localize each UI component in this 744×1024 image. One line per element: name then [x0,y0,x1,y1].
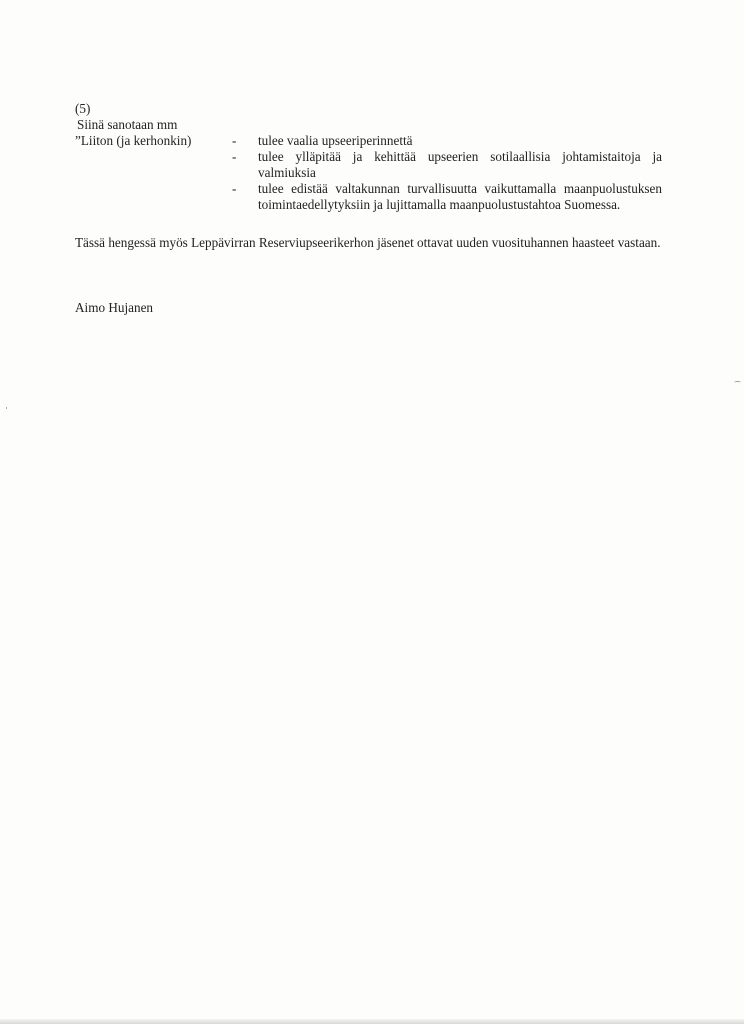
bullet-dash: - [232,181,237,196]
bullet-text: tulee edistää valtakunnan turvallisuutta vaikuttamalla maanpuolustuksen toimintaedellytyksiin ja lujittamalla maanpuolustustahtoa Suomessa. [258,181,662,212]
closing-paragraph: Tässä hengessä myös Leppävirran Reserviupseerikerhon jäsenet ottavat uuden vuosituhannen haasteet vastaan. [75,235,661,250]
bullet-item [232,181,662,213]
bullet-item [232,133,508,149]
scan-artifact-dot [6,407,7,409]
scan-artifact-mark [734,381,741,384]
bullet-item [232,149,662,181]
scan-bottom-edge [0,1019,744,1024]
bullet-text: tulee vaalia upseeriperinnettä [258,133,413,148]
intro-line: Siinä sanotaan mm [77,117,178,132]
bullet-dash: - [232,149,237,164]
page-number: (5) [75,101,91,116]
quote-lead: ”Liiton (ja kerhonkin) [75,133,192,148]
bullet-list [232,133,662,213]
signature-name: Aimo Hujanen [75,300,154,315]
bullet-dash: - [232,133,237,148]
bullet-text: tulee ylläpitää ja kehittää upseerien sotilaallisia johtamistaitoja ja valmiuksia [258,149,662,180]
